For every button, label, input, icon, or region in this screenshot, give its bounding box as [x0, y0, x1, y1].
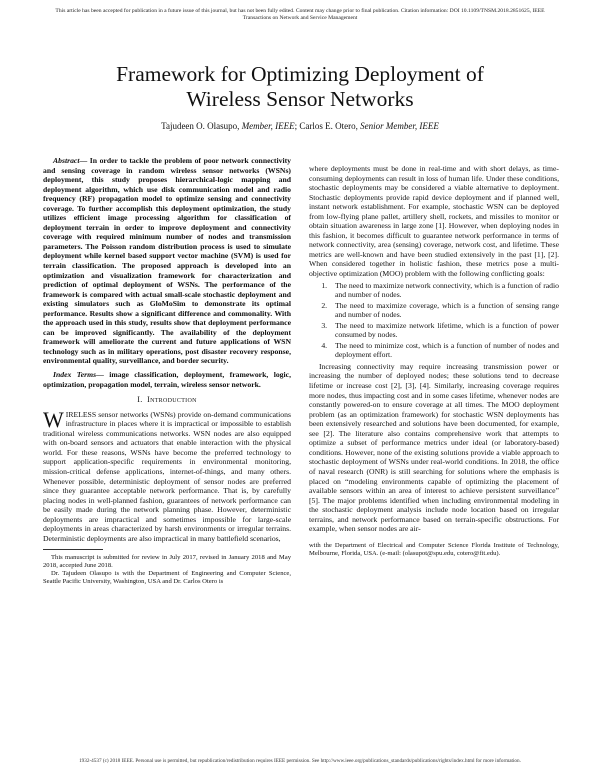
copyright-footer: 1932-4537 (c) 2018 IEEE. Personal use is permitted, but republication/redistribution requires IEEE permission. See http://www.ieee.org/publications_standards/publications/rights/index.html for more information.	[79, 758, 521, 764]
section-number: I.	[137, 395, 143, 405]
footnote-divider	[43, 549, 103, 550]
header-line-1: This article has been accepted for publication in a future issue of this journal, but has not been fully edited. Content may change prior to final publication. Citation information: DOI 10.1109/TNSM.2018.2851625, IEEE	[55, 8, 545, 14]
goal-item: 4. The need to minimize cost, which is a function of number of nodes and deployment effort.	[329, 341, 559, 360]
goals-list	[309, 281, 559, 360]
author-1-role: Member, IEEE	[241, 121, 295, 131]
left-column	[43, 156, 291, 586]
author-2-role: Senior Member, IEEE	[360, 121, 439, 131]
abstract-text: — In order to tackle the problem of poor network connectivity and sensing coverage in random wireless sensor networks (WSNs) deployment, this study proposes hierarchical-logic mapping and deployment algorithm, which use disk communication model and radio frequency (RF) propagation model to optimize sensing and connectivity coverage. To further accomplish this deployment optimization, the study utilizes efficient image processing algorithm for classification of deployment terrain in order to improve deployment and connectivity coverage with required minimum number of nodes and transmission parameters. The Poisson random distribution process is used to simulate deployment while kernel based support vector machine (SVM) is used for terrain classification. The proposed approach is developed into an optimization and visualization framework for characterization and prediction of optimal deployment of WSNs. The performance of the framework is compared with actual small-scale stochastic deployment and existing simulators such as GloMoSim to demonstrate its optimal performance. Results show a significant difference and commonality. With the approach used in this study, results show that deployment performance can be improved significantly. The availability of the deployment framework will ameliorate the current and future applications of WSN technology such as in military operations, post disaster recovery response, environmental quality, surveillance, and border security.	[43, 156, 291, 366]
author-1-name: Tajudeen O. Olasupo,	[161, 121, 242, 131]
paper-title	[40, 62, 560, 112]
drop-cap: W	[43, 406, 64, 432]
author-line	[40, 121, 560, 132]
abstract-label: Abstract	[53, 156, 80, 165]
index-terms-label: Index Terms	[53, 370, 97, 380]
index-terms	[43, 370, 291, 389]
section-heading	[43, 395, 291, 405]
abstract	[43, 156, 291, 366]
header-line-2: Transactions on Network and Service Management	[242, 15, 358, 21]
footnote-1: This manuscript is submitted for review in July 2017, revised in January 2018 and May 2018, accepted June 2018.	[43, 554, 291, 570]
goal-item: 1. The need to maximize network connectivity, which is a function of radio and number of nodes.	[329, 281, 559, 300]
right-paragraph-2: Increasing connectivity may require increasing transmission power or increasing the number of deployed nodes; these solutions tend to decrease lifetime or increase cost [2], [3], [4]. Similarly, increasing coverage requires more nodes, thus impacting cost and in some cases lifetime, whenever nodes are constantly powered-on to ensure coverage at all times. The MOO deployment problem (as an optimization framework) for stochastic WSN deployments has been extensively researched and solutions have been documented, for example, see [2]. The literature also contains comprehensive work that attempts to optimize a subset of performance metrics under ideal (or laboratory-based) conditions. However, none of the existing solutions provide a viable approach to stochastic deployment of WSNs under real-world conditions. In 2018, the office of naval research (ONR) is still searching for solutions where the emphasis is placed on “modeling environments capable of optimizing the placement of available sensors within an area of interest to achieve persistent surveillance” [5]. The major problems identified when including environmental modeling in the stochastic deployment analysis include node location based on irregular terrains, and network performance based on terrain-specific obstructions. For example, when sensor nodes are air-	[309, 361, 559, 534]
footnote-2: Dr. Tajudeen Olasupo is with the Department of Engineering and Computer Science, Seattle Pacific University, Washington, USA and Dr. Carlos Otero is	[43, 570, 291, 586]
right-column	[309, 164, 559, 558]
right-paragraph-1: where deployments must be done in real-time and with short delays, as time-consuming deployments can result in loss of human life. Under these conditions, stochastic deployments may be considered a viable alternative to deployment. Stochastic deployments provide rapid device deployment and if planned well, instant network establishment. For example, stochastic WSN can be deployed from low-flying plane pallet, artillery shell, rockets, and missiles to monitor or obtain situation awareness in large zone [1]. However, when deploying nodes in this fashion, it becomes difficult to guarantee network performance in terms of network connectivity, area (sensing) coverage, network cost, and lifetime. These metrics are well-known and have been studied extensively in the past [1], [2]. When considered together in holistic fashion, these metrics pose a multi-objective optimization (MOO) problem with the following conflicting goals:	[309, 164, 559, 279]
goal-item: 3. The need to maximize network lifetime, which is a function of power consumed by nodes.	[329, 321, 559, 340]
section-title: Introduction	[147, 395, 197, 405]
journal-header	[22, 8, 578, 22]
intro-paragraph	[43, 406, 291, 544]
index-terms-text: — image classification, deployment, framework, logic, optimization, propagation model, terrain, wireless sensor network.	[43, 370, 291, 389]
title-line-2: Wireless Sensor Networks	[186, 87, 414, 111]
title-line-1: Framework for Optimizing Deployment of	[116, 62, 484, 86]
footnote-3: with the Department of Electrical and Computer Science Florida Institute of Technology, Melbourne, Florida, USA. (e-mail: (olasupot@spu.edu, cotero@fit.edu).	[309, 541, 559, 557]
intro-text: IRELESS sensor networks (WSNs) provide on-demand communications infrastructure in places where it is impractical or impossible to establish traditional wireless communications networks. WSN nodes are also equipped with on-board sensors and actuators that enable interaction with the physical world. For these reasons, WSNs have become the preferred technology to support application-specific requirements in environmental monitoring, mission-critical defense applications, internet-of-things, and many others. Whenever possible, deterministic deployment of sensor nodes are preferred since they guarantee acceptable network performance. That is, by carefully placing nodes in well-planned fashion, guarantees of network performance can be easily made during the network planning phase. However, deterministic deployments are impractical and sometimes impossible for large-scale deployments in areas characterized by harsh environments or irregular terrains. Deterministic deployments are also impractical in many battlefield scenarios,	[43, 409, 291, 543]
author-2-name: ; Carlos E. Otero,	[294, 121, 361, 131]
goal-item: 2. The need to maximize coverage, which is a function of sensing range and number of nodes.	[329, 301, 559, 320]
